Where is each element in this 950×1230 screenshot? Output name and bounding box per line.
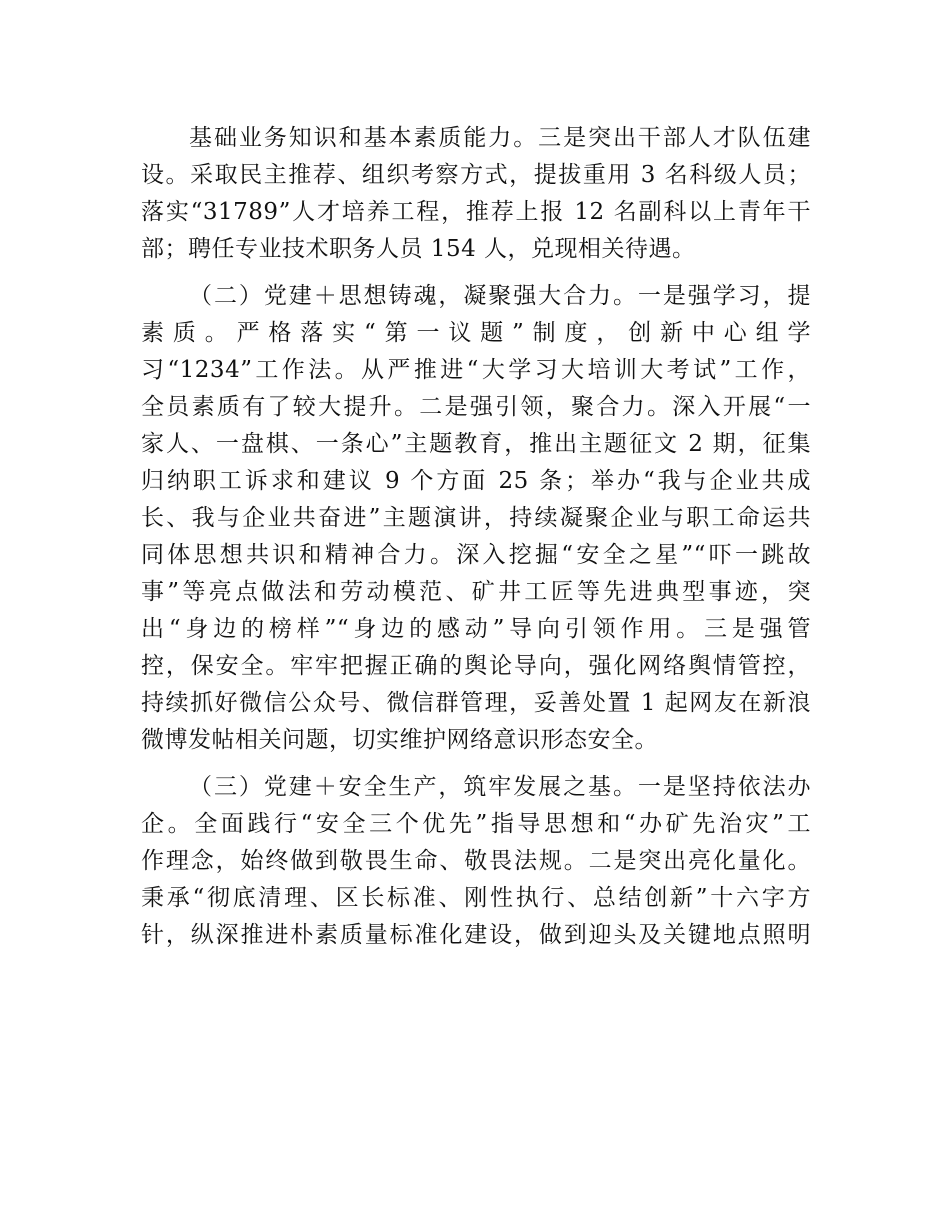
text-line: 同体思想共识和精神合力。深入挖掘“安全之星”“吓一跳故 [141, 542, 811, 568]
text-line: 出“身边的榜样”“身边的感动”导向引领作用。三是强管 [141, 616, 811, 642]
text-line: 针，纵深推进朴素质量标准化建设，做到迎头及关键地点照明 [141, 922, 811, 948]
text-line: 家人、一盘棋、一条心”主题教育，推出主题征文 2 期，征集 [141, 431, 811, 457]
document-body [141, 120, 811, 954]
text-line: 微博发帖相关问题，切实维护网络意识形态安全。 [141, 727, 658, 753]
text-line: 全员素质有了较大提升。二是强引领，聚合力。深入开展“一 [141, 394, 811, 420]
text-line: 控，保安全。牢牢把握正确的舆论导向，强化网络舆情管控， [141, 653, 811, 679]
text-line: 落实“31789”人才培养工程，推荐上报 12 名副科以上青年干 [141, 199, 811, 225]
text-line: 基础业务知识和基本素质能力。三是突出干部人才队伍建 [189, 125, 811, 151]
text-line: 归纳职工诉求和建议 9 个方面 25 条；举办“我与企业共成 [141, 468, 811, 494]
text-line: （二）党建＋思想铸魂，凝聚强大合力。一是强学习，提 [189, 283, 811, 309]
text-line: 长、我与企业共奋进”主题演讲，持续凝聚企业与职工命运共 [141, 505, 811, 531]
paragraph-spacer [141, 759, 811, 769]
paragraph-2 [141, 278, 811, 759]
text-line: 持续抓好微信公众号、微信群管理，妥善处置 1 起网友在新浪 [141, 690, 811, 716]
paragraph-spacer [141, 268, 811, 278]
text-line: （三）党建＋安全生产，筑牢发展之基。一是坚持依法办 [189, 774, 811, 800]
paragraph-3 [141, 769, 811, 954]
text-line: 设。采取民主推荐、组织考察方式，提拔重用 3 名科级人员； [141, 162, 811, 188]
paragraph-1 [141, 120, 811, 268]
text-line: 部；聘任专业技术职务人员 154 人，兑现相关待遇。 [141, 236, 696, 262]
text-line: 作理念，始终做到敬畏生命、敬畏法规。二是突出亮化量化。 [141, 848, 811, 874]
text-line: 秉承“彻底清理、区长标准、刚性执行、总结创新”十六字方 [141, 885, 811, 911]
text-line: 事”等亮点做法和劳动模范、矿井工匠等先进典型事迹，突 [141, 579, 811, 605]
text-line: 素质。严格落实“第一议题”制度，创新中心组学 [141, 320, 811, 346]
text-line: 习“1234”工作法。从严推进“大学习大培训大考试”工作， [141, 357, 811, 383]
text-line: 企。全面践行“安全三个优先”指导思想和“办矿先治灾”工 [141, 811, 811, 837]
